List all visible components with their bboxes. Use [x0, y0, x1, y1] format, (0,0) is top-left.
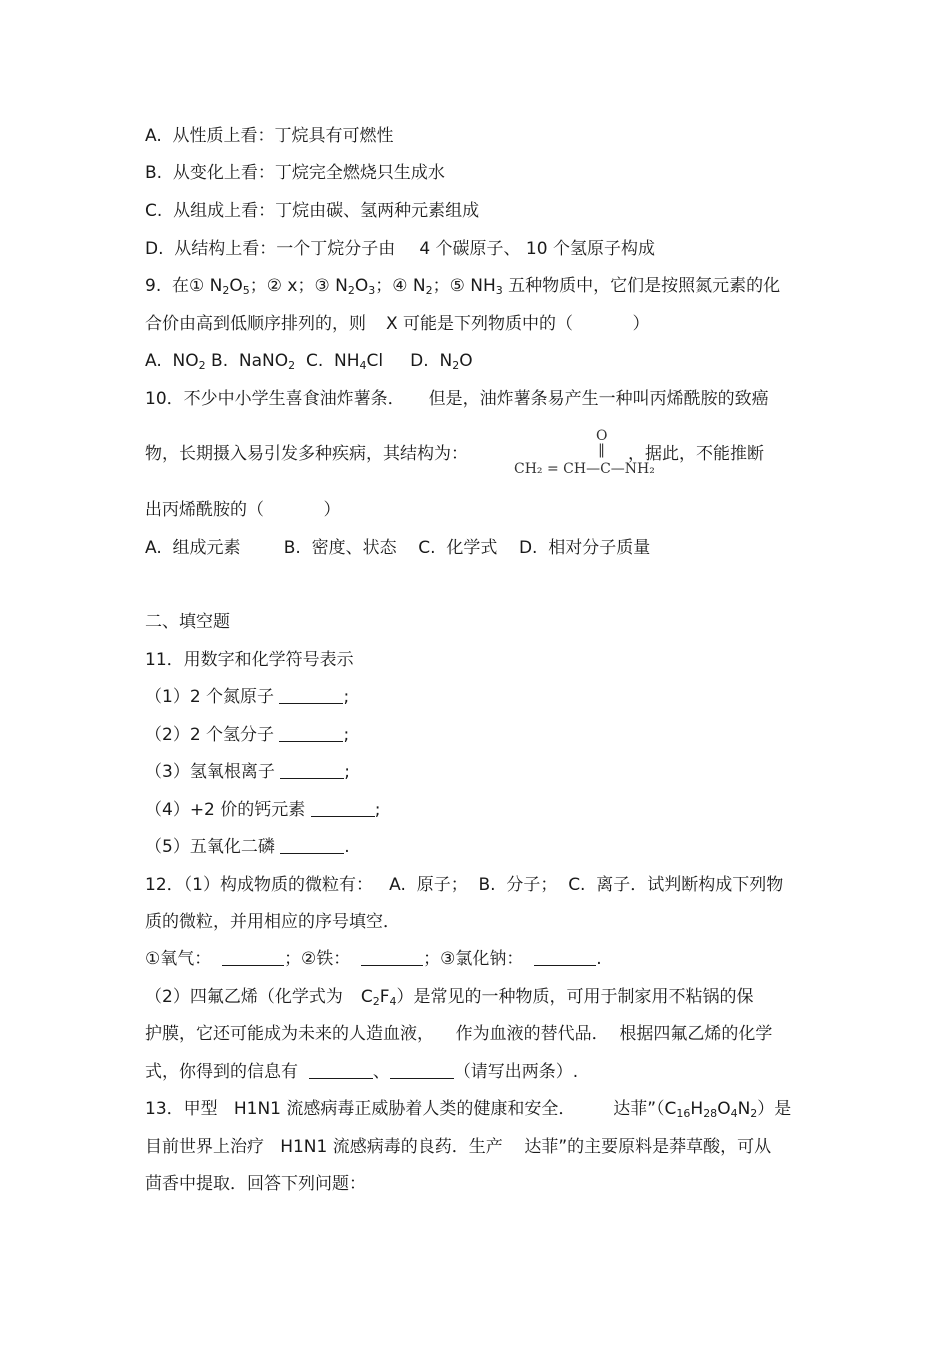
question-13-line3: 茴香中提取．回答下列问题：: [145, 1174, 366, 1194]
option-8a: A. 从性质上看：丁烷具有可燃性: [145, 126, 394, 146]
question-9-line1: 9. 在① $N_2O_5$；② x；③ $N_2O_3$；④ $N_2$；⑤ $NH_3$ 五种物质中，它们是按照氮元素的化: [145, 276, 781, 297]
question-12-line2: 质的微粒，并用相应的序号填空．: [145, 912, 400, 932]
answer-blank[interactable]: [280, 837, 344, 854]
struct-oxygen: O: [596, 428, 608, 444]
question-11-item-1: （1）2 个氮原子 ;: [145, 687, 350, 707]
question-11-title: 11．用数字和化学符号表示: [145, 650, 354, 670]
question-11-item-5: （5）五氧化二磷 .: [145, 837, 350, 857]
answer-blank[interactable]: [390, 1062, 454, 1079]
answer-blank[interactable]: [280, 762, 344, 779]
struct-chain: CH₂ = CH—C—NH₂: [514, 461, 655, 477]
question-13-line1: 13．甲型 H1N1 流感病毒正威胁着人类的健康和安全． 达菲$”(C_{16}H_{28}O_4N_2)$是: [145, 1099, 792, 1120]
answer-blank[interactable]: [534, 949, 596, 966]
question-10-line1: 10．不少中小学生喜食油炸薯条． 但是，油炸薯条易产生一种叫丙烯酰胺的致癌: [145, 389, 769, 409]
question-12-line4: （2）四氟乙烯（化学式为 $C_2F_4$）是常见的一种物质，可用于制家用不粘锅的保: [145, 987, 754, 1008]
option-8b: B. 从变化上看：丁烷完全燃烧只生成水: [145, 163, 445, 183]
question-11-item-2: （2）2 个氢分子 ;: [145, 725, 350, 745]
question-12-line6: 式，你得到的信息有 、 （请写出两条）.: [145, 1062, 579, 1082]
question-10-options: A. 组成元素 B. 密度、状态 C. 化学式 D. 相对分子质量: [145, 538, 651, 558]
question-10-line3: 出丙烯酰胺的（ ）: [145, 500, 341, 520]
acrylamide-structure: [514, 428, 654, 480]
question-9-line2: 合价由高到低顺序排列的，则 X 可能是下列物质中的（ ）: [145, 314, 650, 334]
question-13-line2: 目前世界上治疗 H1N1 流感病毒的良药．生产 达菲”的主要原料是莽草酸，可从: [145, 1137, 772, 1157]
answer-blank[interactable]: [222, 949, 284, 966]
question-10-line2: 物，长期摄入易引发多种疾病，其结构为： ，据此，不能推断: [145, 444, 764, 464]
question-11-item-4: （4）+2 价的钙元素 ;: [145, 800, 381, 820]
option-8d: D. 从结构上看：一个丁烷分子由 4 个碳原子、 10 个氢原子构成: [145, 239, 655, 259]
question-12-line3: ①氧气： ；②铁： ；③氯化钠： .: [145, 949, 602, 969]
answer-blank[interactable]: [361, 949, 423, 966]
answer-blank[interactable]: [309, 1062, 373, 1079]
answer-blank[interactable]: [311, 800, 375, 817]
answer-blank[interactable]: [279, 725, 343, 742]
question-9-options: A. $NO_2$ B. NaNO$_2$ C. $NH_4Cl$ D. $N_2O$: [145, 351, 473, 372]
option-8c: C. 从组成上看：丁烷由碳、氢两种元素组成: [145, 201, 480, 221]
section-title: 二、填空题: [145, 612, 230, 632]
question-11-item-3: （3）氢氧根离子 ;: [145, 762, 350, 782]
struct-double-bond: ‖: [598, 442, 605, 458]
answer-blank[interactable]: [279, 687, 343, 704]
question-12-line5: 护膜，它还可能成为未来的人造血液， 作为血液的替代品． 根据四氟乙烯的化学: [145, 1024, 773, 1044]
question-12-line1: 12．（1）构成物质的微粒有： A. 原子； B. 分子； C. 离子．试判断构成下列物: [145, 875, 784, 895]
